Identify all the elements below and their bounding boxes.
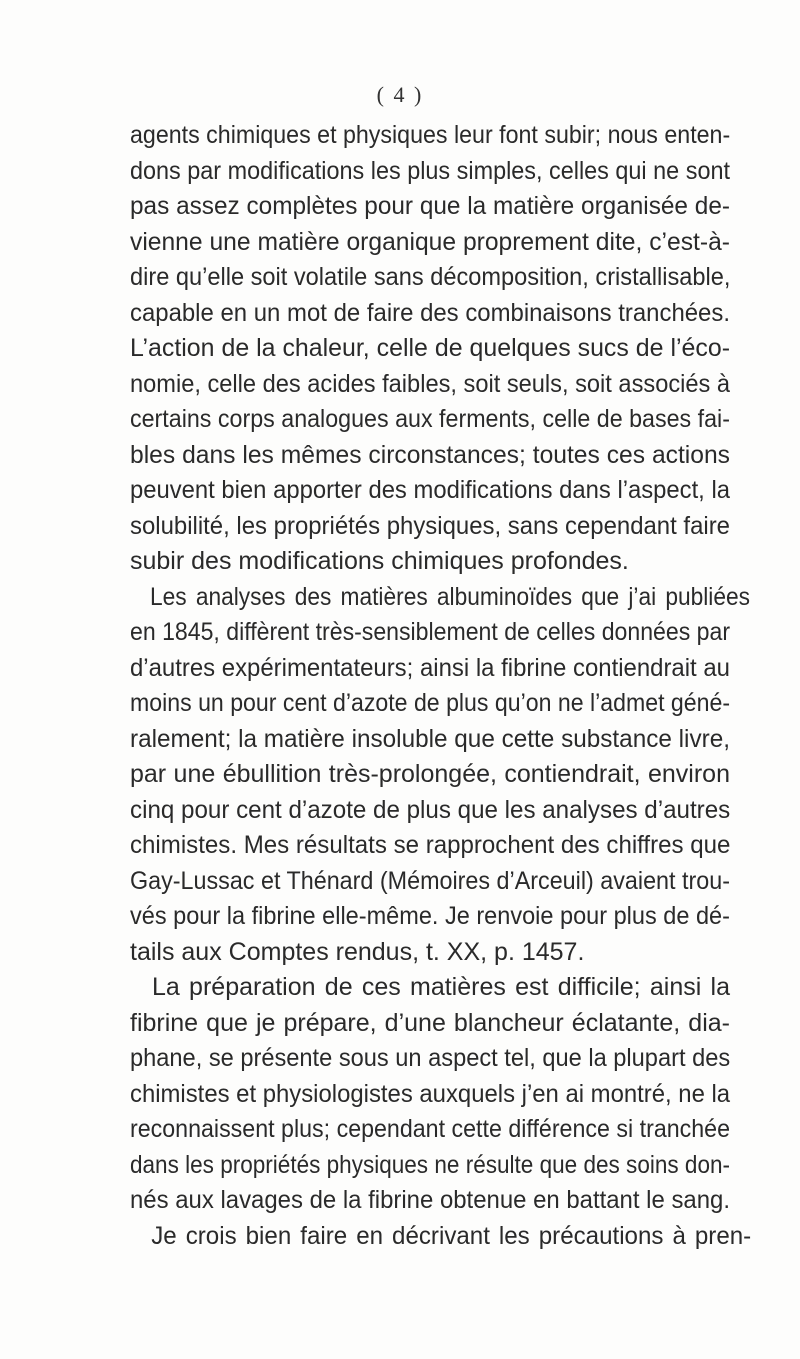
text-line: solubilité, les propriétés physiques, sans cependant faire xyxy=(130,511,730,540)
text-line: nomie, celle des acides faibles, soit seuls, soit associés à xyxy=(130,369,731,398)
text-line: vés pour la fibrine elle-même. Je renvoie pour plus de dé- xyxy=(130,902,730,930)
page-number: ( 4 ) xyxy=(376,82,424,107)
text-line: capable en un mot de faire des combinaisons tranchées. xyxy=(130,298,730,327)
text-line: certains corps analogues aux ferments, celle de bases fai- xyxy=(130,405,730,433)
text-line: phane, se présente sous un aspect tel, que la plupart des xyxy=(130,1044,731,1072)
text-line: dire qu’elle soit volatile sans décomposition, cristallisable, xyxy=(130,263,731,291)
text-line: pas assez complètes pour que la matière organisée de- xyxy=(130,192,730,220)
text-line: dans les propriétés physiques ne résulte que des soins don- xyxy=(130,1150,730,1179)
body-text xyxy=(130,118,752,1254)
text-line: nés aux lavages de la fibrine obtenue en battant le sang. xyxy=(130,1186,730,1214)
text-line: d’autres expérimentateurs; ainsi la fibrine contiendrait au xyxy=(130,653,730,682)
text-line: ralement; la matière insoluble que cette substance livre, xyxy=(130,724,730,753)
text-line: fibrine que je prépare, d’une blancheur éclatante, dia- xyxy=(130,1008,730,1037)
text-line: L’action de la chaleur, celle de quelques sucs de l’éco- xyxy=(130,334,731,362)
text-line: Je crois bien faire en décrivant les précautions à pren- xyxy=(151,1221,752,1250)
text-line: par une ébullition très-prolongée, contiendrait, environ xyxy=(130,760,730,788)
text-line: La préparation de ces matières est difficile; ainsi la xyxy=(152,973,730,1001)
text-line: subir des modifications chimiques profondes. xyxy=(130,547,629,575)
text-line: en 1845, diffèrent très-sensiblement de celles données par xyxy=(130,618,731,646)
text-line: vienne une matière organique proprement dite, c’est-à- xyxy=(130,227,730,256)
text-line: moins un pour cent d’azote de plus qu’on ne l’admet géné- xyxy=(130,689,731,717)
text-line: chimistes. Mes résultats se rapprochent des chiffres que xyxy=(130,831,731,859)
text-line: peuvent bien apporter des modifications dans l’aspect, la xyxy=(130,476,731,504)
text-line: Gay-Lussac et Thénard (Mémoires d’Arceuil) avaient trou- xyxy=(130,866,730,895)
text-line: reconnaissent plus; cependant cette différence si tranchée xyxy=(130,1115,731,1143)
text-line: chimistes et physiologistes auxquels j’en ai montré, ne la xyxy=(130,1079,731,1108)
text-line: cinq pour cent d’azote de plus que les analyses d’autres xyxy=(130,795,731,824)
text-line: dons par modifications les plus simples, celles qui ne sont xyxy=(130,156,730,185)
text-line: tails aux Comptes rendus, t. XX, p. 1457. xyxy=(130,937,585,966)
text-line: agents chimiques et physiques leur font subir; nous enten- xyxy=(130,121,731,149)
text-line: bles dans les mêmes circonstances; toutes ces actions xyxy=(130,440,730,469)
text-line: Les analyses des matières albuminoïdes que j’ai publiées xyxy=(150,582,751,611)
